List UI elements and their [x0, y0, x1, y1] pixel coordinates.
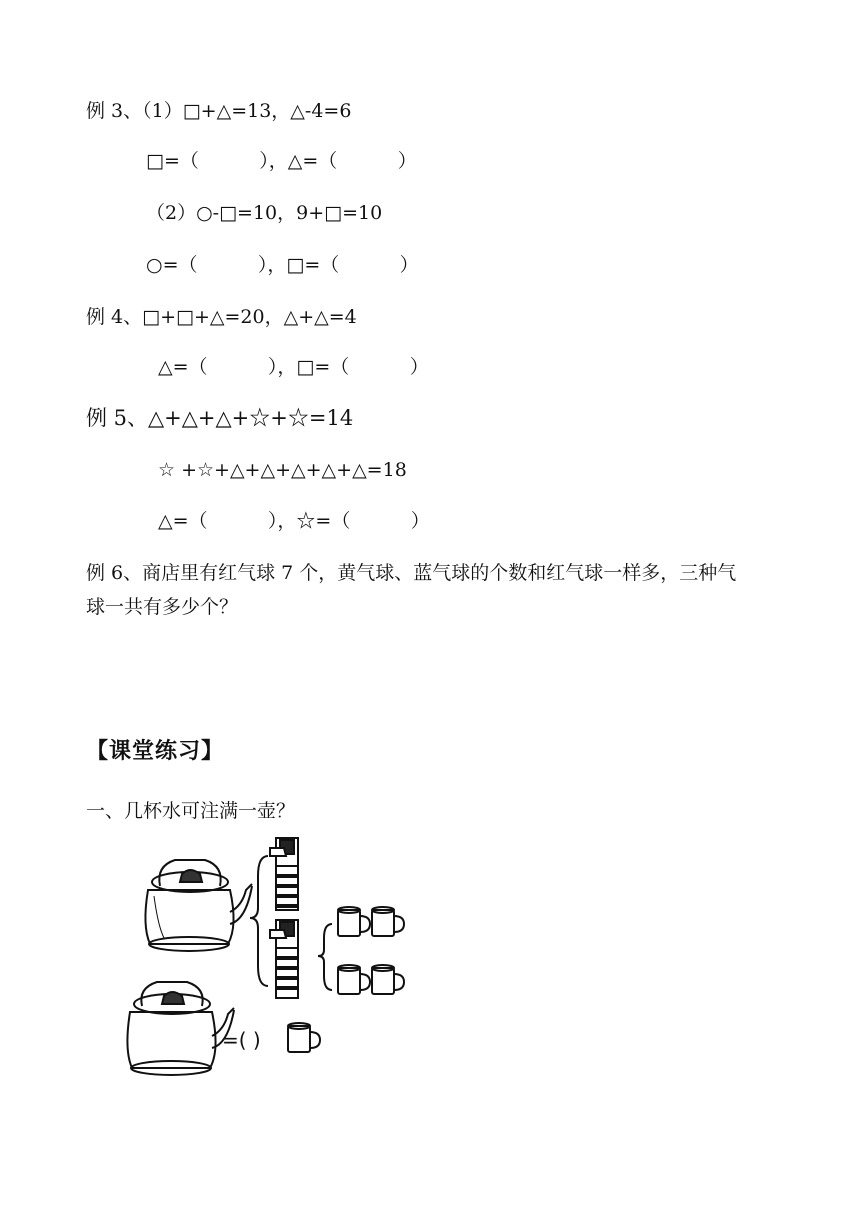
ex5-line2: ☆ +☆+△+△+△+△+△=18 [158, 459, 407, 481]
cup-icon [372, 965, 404, 994]
ex3-line2: □=（ ），△=（ ） [146, 150, 417, 172]
thermos-icon [270, 838, 298, 910]
ex5-line3: △=（ ），☆=（ ） [158, 510, 430, 532]
kettle-icon [127, 982, 234, 1075]
kettle-cups-figure [120, 826, 420, 1088]
ex6-line2: 球一共有多少个？ [86, 596, 239, 618]
cup-icon [338, 907, 370, 936]
ex3-line3: （2）○-□=10，9+□=10 [146, 202, 383, 224]
answer-blank: =( ) [222, 1028, 261, 1052]
ex4-line2: △=（ ），□=（ ） [158, 356, 429, 378]
ex5-line1: 例 5、△+△+△+☆+☆=14 [86, 406, 354, 430]
ex3-line4: ○=（ ），□=（ ） [146, 254, 419, 276]
thermos-icon [270, 920, 298, 998]
practice-question-1: 一、几杯水可注满一壶？ [86, 800, 296, 822]
cup-icon [288, 1023, 320, 1052]
cup-icon [372, 907, 404, 936]
practice-heading: 【课堂练习】 [86, 739, 225, 764]
cup-icon [338, 965, 370, 994]
ex6-line1: 例 6、商店里有红气球 7 个，黄气球、蓝气球的个数和红气球一样多，三种气 [86, 562, 737, 584]
ex3-line1: 例 3、（1）□+△=13，△-4=6 [86, 100, 352, 122]
ex4-line1: 例 4、□+□+△=20，△+△=4 [86, 306, 357, 328]
kettle-icon [145, 860, 252, 951]
